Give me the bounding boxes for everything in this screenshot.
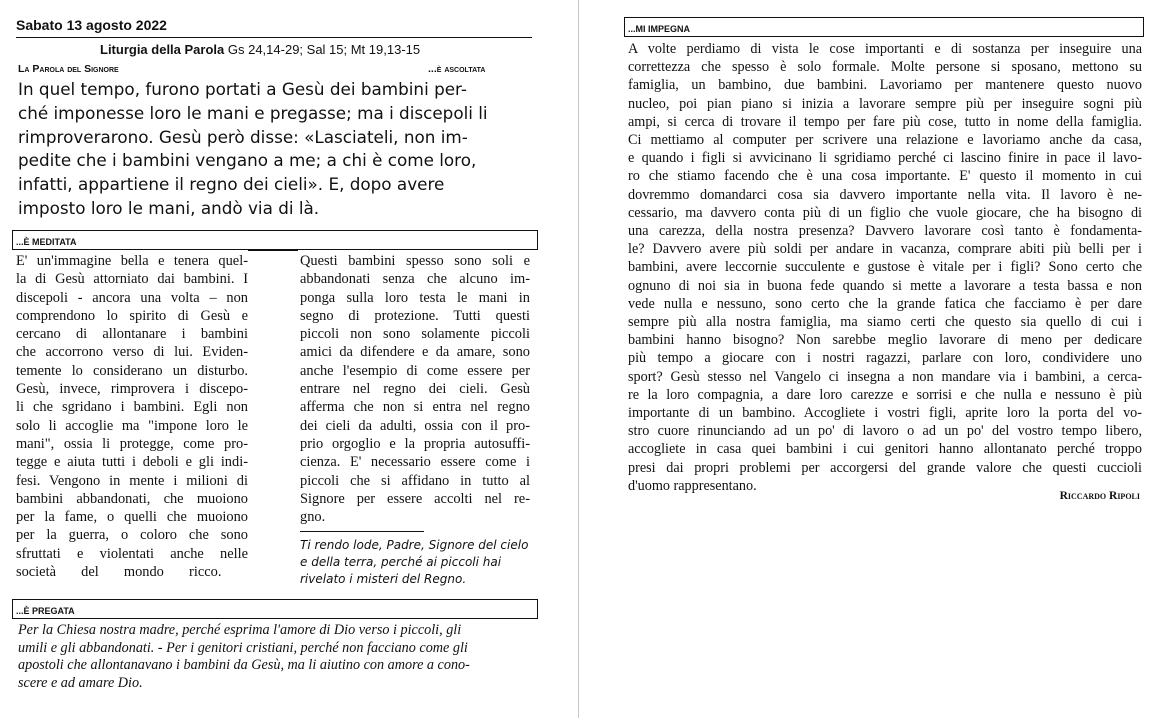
commitment-line: bambini, avere leccornie succulente e gustose è vitale per i figli? Sono certo che <box>628 259 1142 276</box>
commitment-line: A volte perdiamo di vista le cose importanti e di sostanza per inseguire una <box>628 41 1142 57</box>
commitment-line: ro che stiamo facendo che è una cosa importante. E' questo il momento in cui <box>628 168 1142 185</box>
prayer-line: scere e ad amare Dio. <box>18 675 143 692</box>
liturgy-line <box>100 42 420 57</box>
meditated-section-heading: ...È MEDITATA <box>12 230 538 250</box>
meditation-line: piccoli non sono solamente piccoli <box>300 326 530 343</box>
meditation-line: per la fame, o quelli che muoiono <box>16 509 248 526</box>
meditation-line: temente lo considerano un disturbo. <box>16 362 248 379</box>
prayer-line: apostoli che allontanavano i bambini da Gesù, ma li aiutino con amore a cono- <box>18 657 470 674</box>
gospel-line: pedite che i bambini vengano a me; a chi è come loro, <box>18 150 477 171</box>
meditation-line: fesi. Vengono in mente i milioni di <box>16 472 248 489</box>
listened-heading: ...è ascoltata <box>428 63 486 75</box>
meditation-line: bambini abbandonati, che muoiono <box>16 490 248 507</box>
author-signature: Riccardo Ripoli <box>1059 490 1140 502</box>
quote-rule <box>300 531 424 532</box>
meditation-line: Gesù, invece, rimprovera i discepo- <box>16 381 248 398</box>
prayer-text <box>18 622 538 693</box>
commits-section-heading: ...MI IMPEGNA <box>624 17 1144 37</box>
commitment-line: vede nulla e nessuno, sono certo che la grande fatica che facciamo è per dare <box>628 295 1142 312</box>
meditation-line: Questi bambini spesso sono soli e <box>300 253 530 269</box>
quote-line: e della terra, perché ai piccoli hai <box>300 555 502 569</box>
prayer-line: umili e gli abbandonati. - Per i genitori cristiani, perché non facciano come gli <box>18 639 468 656</box>
commitment-line: correttezza che spesso è solo formale. Molte persone si sposano, mettono su <box>628 59 1142 76</box>
date-heading: Sabato 13 agosto 2022 <box>16 17 167 33</box>
meditation-line: prio orgoglio e la propria autosuffi- <box>300 435 530 452</box>
page-divider <box>578 0 579 718</box>
meditation-line: solo li accoglie ma "impone loro le <box>16 417 248 434</box>
meditation-line: E' un'immagine bella e tenera quel- <box>16 253 248 269</box>
meditation-line: tegge e aiuta tutti i deboli e gli indi- <box>16 454 248 471</box>
commitment-line: accogliete in casa quei bambini i cui genitori hanno allontanato perché troppo <box>628 441 1142 458</box>
meditation-line: comprendono lo spirito di Gesù e <box>16 307 248 324</box>
liturgy-label: Liturgia della Parola <box>100 42 225 57</box>
meditation-line: dei cieli da adulti, ossia con il pro- <box>300 417 530 434</box>
quote-line: Ti rendo lode, Padre, Signore del cielo <box>300 538 529 552</box>
commitment-line: più tempo a giocare con i nostri ragazzi, parlare con loro, condividere uno <box>628 350 1142 367</box>
gospel-passage <box>18 78 533 221</box>
meditation-column-1 <box>16 252 248 581</box>
meditation-line: gno. <box>300 509 326 526</box>
meditation-line: entrare nel regno dei cieli. Gesù <box>300 381 530 398</box>
gospel-line: infatti, appartiene il regno dei cieli». E, dopo avere <box>18 174 445 195</box>
meditation-line: segno di protezione. Tutti questi <box>300 307 530 324</box>
commitment-text <box>628 40 1142 495</box>
meditation-line: piccoli che si affidano in tutto al <box>300 472 530 489</box>
meditation-line: sfruttati e violentati anche nelle <box>16 545 248 562</box>
commitment-line: bambini hanno bisogno? Non sarebbe meglio lavorare di meno per dedicare <box>628 332 1142 349</box>
commitment-line: stro cuore rinunciando ad un po' di lavoro o ad un po' del vostro tempo libero, <box>628 423 1142 440</box>
commitment-line: cessario, ma davvero conta più di un figlio che vuole giocare, che ha bisogno di <box>628 204 1142 221</box>
commitment-line: sport? Gesù stesso nel Vangelo ci insegna a non mandare via i bambini, a cerca- <box>628 368 1142 385</box>
meditation-line: società del mondo ricco. <box>16 564 222 581</box>
quote-line: rivelato i misteri del Regno. <box>300 572 467 586</box>
meditation-line: discepoli - ancora una volta – non <box>16 289 248 306</box>
meditation-line: li che sgridano i bambini. Egli non <box>16 399 248 416</box>
commitment-line: re la loro compagnia, a dare loro carezze e sorrisi e che nulla e nessuno è più <box>628 386 1142 403</box>
commitment-line: nucleo, poi pian piano si inizia a lavorare sempre più per inseguire sogni più <box>628 95 1142 112</box>
header-rule <box>16 37 532 38</box>
meditation-line: cercano di allontanare i bambini <box>16 326 248 343</box>
meditation-line: amici da difendere e da amare, sono <box>300 344 530 361</box>
meditation-line: mani", ossia li protegge, come pro- <box>16 435 248 452</box>
meditation-line: che accorrono verso di lui. Eviden- <box>16 344 248 361</box>
prayer-line: Per la Chiesa nostra madre, perché esprima l'amore di Dio verso i piccoli, gli <box>18 622 462 638</box>
commitment-line: famiglia, un bambino, due bambini. Lavoriamo per mantenere questo nuovo <box>628 77 1142 94</box>
word-heading: La Parola del Signore <box>18 63 119 75</box>
prayer-quote <box>300 537 532 588</box>
gospel-line: imposto loro le mani, andò via di là. <box>18 197 320 218</box>
commitment-line: ognuno di noi sia in buona fede quando si mette a lavorare a testa bassa e non <box>628 277 1142 294</box>
meditation-line: anche l'esempio di come essere per <box>300 362 530 379</box>
column-gap-rule <box>248 250 298 251</box>
commitment-line: presi dai propri problemi per accorgersi del grande valore che questi cuccioli <box>628 459 1142 476</box>
prayed-section-heading: ...È PREGATA <box>12 599 538 619</box>
meditation-line: Signore per essere accolti nel re- <box>300 490 530 507</box>
commitment-line: d'uomo rappresentano. <box>628 477 757 494</box>
commitment-line: Ci mettiamo al computer per scrivere una relazione e lavoriamo anche da casa, <box>628 132 1142 149</box>
meditation-line: afferma che non si entra nel regno <box>300 399 530 416</box>
liturgy-readings: Gs 24,14-29; Sal 15; Mt 19,13-15 <box>224 42 421 57</box>
gospel-line: ché imponesse loro le mani e pregasse; ma i discepoli li <box>18 102 488 123</box>
commitment-line: una carezza, della nostra presenza? Davvero lavorare così tanto è fondamenta- <box>628 223 1142 240</box>
meditation-line: per la guerra, o coloro che sono <box>16 527 248 544</box>
commitment-line: e quando i figli si avvicinano li sgridiamo perché ci lascino finire in pace il lavo- <box>628 150 1142 167</box>
meditation-line: ponga sulla loro testa le mani in <box>300 289 530 306</box>
commitment-line: importante di un bambino. Accogliete i vostri figli, aprite loro la porta del vo- <box>628 405 1142 422</box>
commitment-line: ampi, si cerca di trovare il tempo per fare più cose, tutto in nome della famiglia. <box>628 113 1142 130</box>
commitment-line: le? Davvero avere più soldi per andare in vacanza, comprare abiti più belli per i <box>628 241 1142 258</box>
meditation-line: la di Gesù attorniato dai bambini. I <box>16 271 248 288</box>
meditation-line: cienza. E' necessario essere come i <box>300 454 530 471</box>
meditation-column-2 <box>300 252 530 526</box>
gospel-line: In quel tempo, furono portati a Gesù dei bambini per- <box>18 79 467 99</box>
commitment-line: dovremmo domandarci cosa sia davvero importante nella vita. Il lavoro è ne- <box>628 186 1142 203</box>
commitment-line: sempre più alla nostra famiglia, ma siamo certi che questo sia quello di cui i <box>628 314 1142 331</box>
meditation-line: abbandonati senza che alcuno im- <box>300 271 530 288</box>
gospel-line: rimproverarono. Gesù però disse: «Lasciateli, non im- <box>18 126 468 147</box>
